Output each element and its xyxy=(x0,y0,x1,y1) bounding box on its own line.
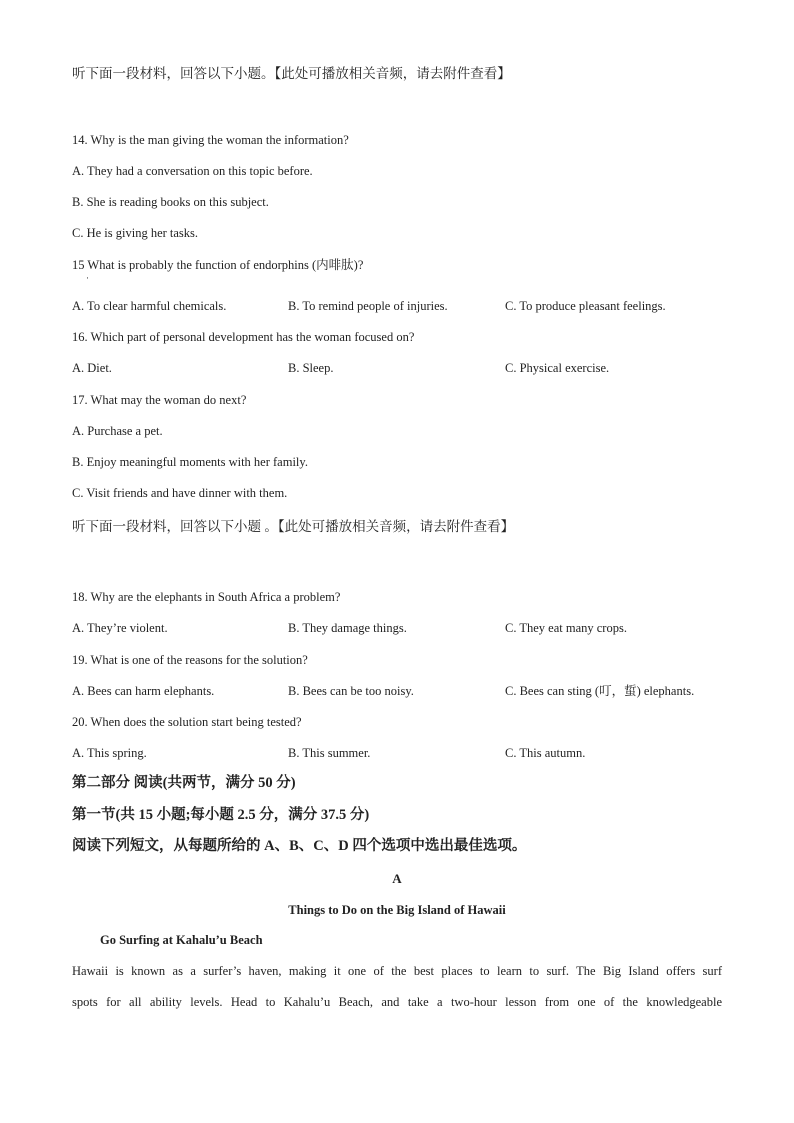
stray-mark: · xyxy=(86,273,89,283)
question-16-stem: 16. Which part of personal development has the woman focused on? xyxy=(72,330,415,344)
question-18-stem: 18. Why are the elephants in South Africa a problem? xyxy=(72,590,341,604)
question-20-option-c: C. This autumn. xyxy=(505,746,586,760)
question-15-option-a: A. To clear harmful chemicals. xyxy=(72,299,227,313)
passage-title: Things to Do on the Big Island of Hawaii xyxy=(288,903,506,917)
passage-letter: A xyxy=(392,871,402,886)
question-20-stem: 20. When does the solution start being tested? xyxy=(72,715,302,729)
question-16-option-c: C. Physical exercise. xyxy=(505,361,610,375)
question-18-option-b: B. They damage things. xyxy=(288,621,407,635)
question-14-option-a: A. They had a conversation on this topic before. xyxy=(72,164,313,178)
question-20-option-a: A. This spring. xyxy=(72,746,147,760)
question-17-option-a: A. Purchase a pet. xyxy=(72,424,163,438)
section-one-heading: 第一节(共 15 小题;每小题 2.5 分，满分 37.5 分) xyxy=(72,807,370,823)
question-15-option-b: B. To remind people of injuries. xyxy=(288,299,448,313)
listening-intro-2: 听下面一段材料，回答以下小题 。【此处可播放相关音频，请去附件查看】 xyxy=(72,519,515,534)
passage-line-2: spots for all ability levels. Head to Kahalu’u Beach, and take a two-hour lesson from one of the knowledgeable xyxy=(72,995,722,1009)
reading-instruction: 阅读下列短文，从每题所给的 A、B、C、D 四个选项中选出最佳选项。 xyxy=(72,838,527,854)
passage-line-1: Hawaii is known as a surfer’s haven, making it one of the best places to learn to surf. The Big Island offers surf xyxy=(72,964,722,978)
question-19-option-b: B. Bees can be too noisy. xyxy=(288,684,414,698)
question-18-option-c: C. They eat many crops. xyxy=(505,621,627,635)
question-16-option-a: A. Diet. xyxy=(72,361,112,375)
question-19-option-c: C. Bees can sting (叮，蜇) elephants. xyxy=(505,684,695,698)
question-14-option-b: B. She is reading books on this subject. xyxy=(72,195,269,209)
question-15-stem: 15 What is probably the function of endorphins (内啡肽)? xyxy=(72,258,364,272)
question-15-option-c: C. To produce pleasant feelings. xyxy=(505,299,666,313)
passage-subheading: Go Surfing at Kahalu’u Beach xyxy=(100,933,263,947)
question-17-option-c: C. Visit friends and have dinner with them. xyxy=(72,486,288,500)
question-16-option-b: B. Sleep. xyxy=(288,361,334,375)
question-14-stem: 14. Why is the man giving the woman the information? xyxy=(72,133,349,147)
listening-intro-1: 听下面一段材料，回答以下小题。【此处可播放相关音频，请去附件查看】 xyxy=(72,66,511,81)
question-18-option-a: A. They’re violent. xyxy=(72,621,168,635)
question-17-stem: 17. What may the woman do next? xyxy=(72,393,247,407)
question-19-stem: 19. What is one of the reasons for the solution? xyxy=(72,653,308,667)
part-two-heading: 第二部分 阅读(共两节，满分 50 分) xyxy=(72,775,296,791)
question-20-option-b: B. This summer. xyxy=(288,746,371,760)
question-19-option-a: A. Bees can harm elephants. xyxy=(72,684,215,698)
question-17-option-b: B. Enjoy meaningful moments with her family. xyxy=(72,455,308,469)
question-14-option-c: C. He is giving her tasks. xyxy=(72,226,199,240)
